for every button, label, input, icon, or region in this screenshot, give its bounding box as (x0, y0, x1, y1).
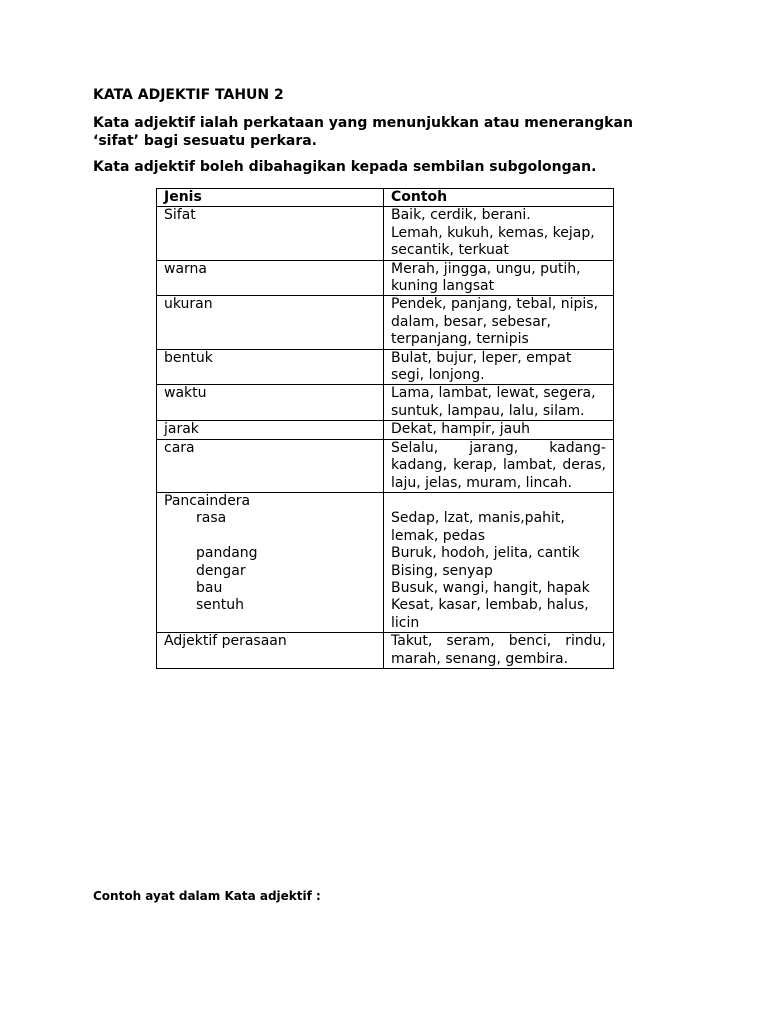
adjective-table (156, 188, 614, 669)
table-row (157, 385, 614, 421)
intro-paragraph: Kata adjektif ialah perkataan yang menunjukkan atau menerangkan ‘sifat’ bagi sesuatu perkara. (93, 115, 633, 149)
row-contoh: Takut, seram, benci, rindu, marah, senang, gembira. (384, 633, 614, 669)
contoh-line: Baik, cerdik, berani. (391, 207, 531, 224)
sense-dengar: dengar (196, 562, 246, 579)
row-contoh: Lama, lambat, lewat, segera, suntuk, lampau, lalu, silam. (384, 385, 614, 421)
row-jenis: waktu (157, 385, 384, 421)
row-contoh: Selalu, jarang, kadang-kadang, kerap, lambat, deras, laju, jelas, muram, lincah. (384, 439, 614, 492)
document-title: KATA ADJEKTIF TAHUN 2 (93, 87, 284, 103)
contoh-pandang: Buruk, hodoh, jelita, cantik (391, 545, 580, 562)
contoh-bau: Busuk, wangi, hangit, hapak (391, 579, 590, 596)
subgroup-paragraph: Kata adjektif boleh dibahagikan kepada sembilan subgolongan. (93, 159, 597, 175)
row-jenis (157, 492, 384, 632)
sense-bau: bau (196, 579, 223, 596)
row-contoh (384, 207, 614, 260)
example-sentences-heading: Contoh ayat dalam Kata adjektif : (93, 889, 321, 903)
table-row (157, 207, 614, 260)
contoh-line: Lemah, kukuh, kemas, kejap, secantik, terkuat (391, 224, 595, 259)
row-contoh: Pendek, panjang, tebal, nipis, dalam, besar, sebesar, terpanjang, ternipis (384, 296, 614, 349)
row-jenis: bentuk (157, 349, 384, 385)
row-contoh: Merah, jingga, ungu, putih, kuning langsat (384, 260, 614, 296)
table-row (157, 296, 614, 349)
contoh-rasa: Sedap, lzat, manis,pahit, lemak, pedas (391, 510, 565, 544)
table-row (157, 421, 614, 439)
sense-rasa: rasa (196, 510, 227, 527)
row-jenis: cara (157, 439, 384, 492)
row-contoh (384, 492, 614, 632)
table-row (157, 633, 614, 669)
row-contoh: Dekat, hampir, jauh (384, 421, 614, 439)
table-header-row (157, 189, 614, 207)
sense-sentuh: sentuh (196, 597, 245, 614)
table-row-pancaindera (157, 492, 614, 632)
header-contoh: Contoh (384, 189, 614, 207)
pancaindera-label: Pancaindera (164, 492, 251, 509)
row-jenis: Adjektif perasaan (157, 633, 384, 669)
contoh-dengar: Bising, senyap (391, 562, 493, 579)
row-contoh: Bulat, bujur, leper, empat segi, lonjong. (384, 349, 614, 385)
row-jenis: Sifat (157, 207, 384, 260)
header-jenis: Jenis (157, 189, 384, 207)
row-jenis: ukuran (157, 296, 384, 349)
sense-pandang: pandang (196, 545, 258, 562)
table-row (157, 439, 614, 492)
row-jenis: warna (157, 260, 384, 296)
table-row (157, 349, 614, 385)
row-jenis: jarak (157, 421, 384, 439)
table-row (157, 260, 614, 296)
contoh-sentuh: Kesat, kasar, lembab, halus, licin (391, 597, 589, 631)
